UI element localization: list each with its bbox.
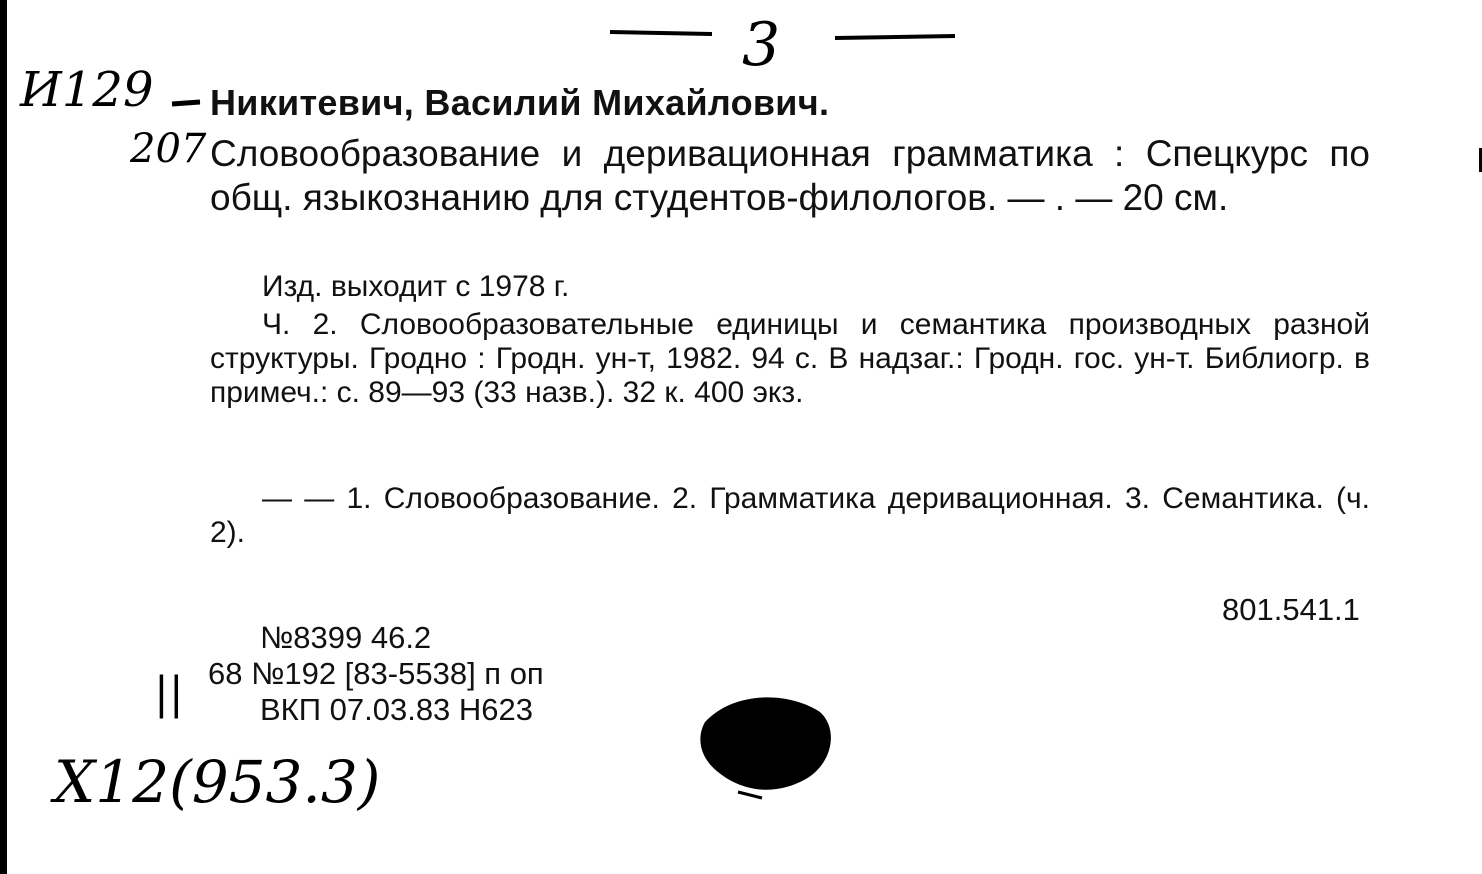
handwritten-class-number: Х12(953.3) [54,748,381,816]
ink-blot-tail [738,792,762,798]
page-marker-dash-right [835,36,955,38]
page-marker: 3 [742,10,781,80]
shelf-mark-sub: 207 [130,126,207,172]
part-description: Ч. 2. Словообразовательные единицы и семантика производных разной структуры. Гродно : Гродн. ун-т, 1982. 94 с. В надзаг.: Гродн. гос. ун-т. Библиогр. в примеч.: с. 89—93 (33 назв.). 32 к. 400 экз. [210,308,1370,409]
subject-headings: — — 1. Словообразование. 2. Грамматика деривационная. 3. Семантика. (ч. 2). [210,482,1370,549]
publication-note: Изд. выходит с 1978 г. [262,270,570,303]
service-block [208,620,544,728]
udc-code: 801.541.1 [1222,592,1360,627]
title-block: Словообразование и деривационная грамматика : Спецкурс по общ. языкознанию для студентов-филологов. — . — 20 см. [210,133,1370,218]
service-line-2: 68 №192 [83-5538] п оп [208,656,544,691]
page-marker-dash-left [610,32,712,34]
ink-blot [700,697,831,789]
handwritten-tick: || [154,668,184,719]
shelf-mark-top: И129 [20,62,154,118]
author-heading: Никитевич, Василий Михайлович. [210,82,830,123]
service-line-3: ВКП 07.03.83 Н623 [260,692,534,727]
service-line-1: №8399 46.2 [260,620,432,655]
shelf-mark-dash [172,102,200,104]
